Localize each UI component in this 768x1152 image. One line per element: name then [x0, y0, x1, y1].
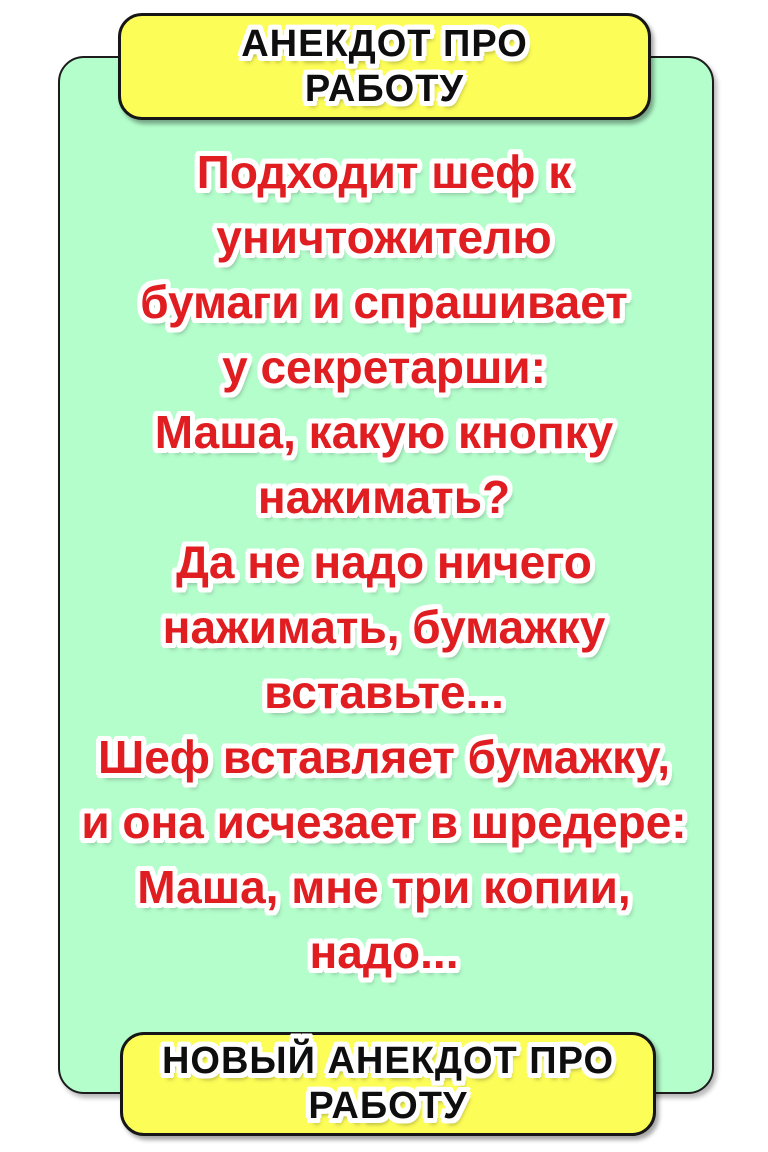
joke-line: у секретарши: [222, 341, 546, 393]
joke-line: уничтожителю [216, 211, 552, 263]
joke-line: и она исчезает в шредере: [81, 796, 687, 848]
joke-line: бумаги и спрашивает [140, 276, 628, 328]
joke-line: нажимать? [257, 471, 511, 523]
bottom-banner-title-line2: РАБОТУ [308, 1085, 468, 1127]
joke-line: Маша, мне три копии, [137, 861, 631, 913]
joke-line: Шеф вставляет бумажку, [97, 731, 670, 783]
joke-line: нажимать, бумажку [162, 601, 606, 653]
joke-line: Подходит шеф к [196, 146, 572, 198]
top-banner-title-line2: РАБОТУ [304, 67, 465, 110]
joke-text-block [48, 140, 720, 985]
joke-line: Да не надо ничего [176, 536, 592, 588]
top-banner-title-line1: АНЕКДОТ ПРО [241, 22, 528, 65]
joke-line: надо... [309, 926, 459, 978]
bottom-banner [120, 1032, 656, 1136]
bottom-banner-title-line1: НОВЫЙ АНЕКДОТ ПРО [161, 1040, 615, 1082]
top-banner [118, 13, 651, 120]
joke-line: Маша, какую кнопку [154, 406, 614, 458]
joke-line: вставьте... [264, 666, 504, 718]
